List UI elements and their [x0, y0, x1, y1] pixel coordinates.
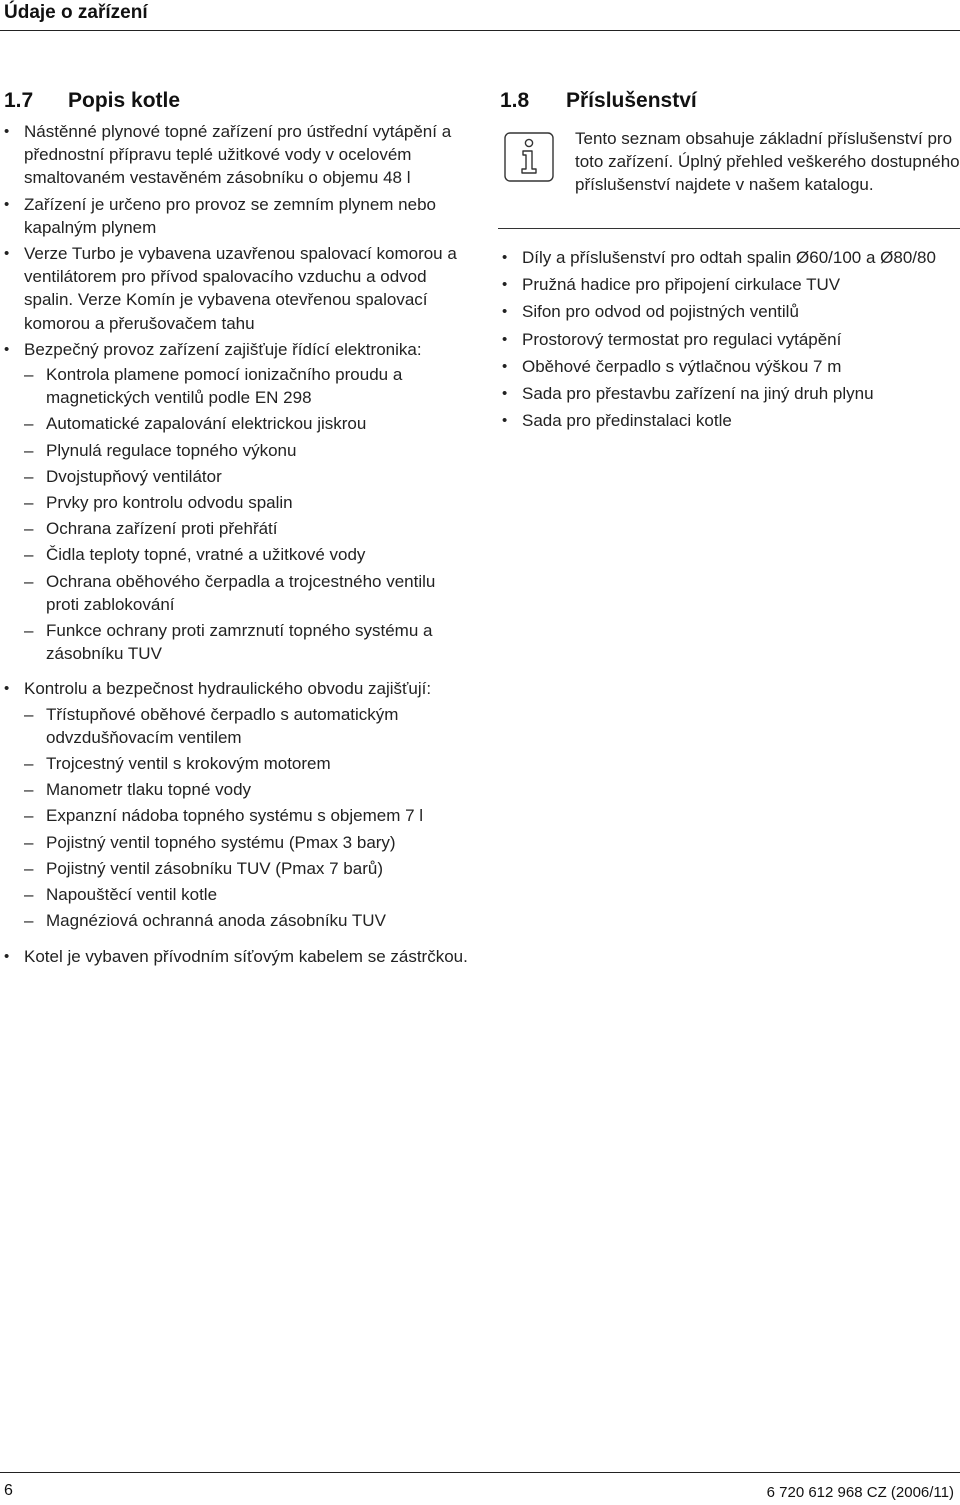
sublist-item: – Expanzní nádoba topného systému s objemem 7 l — [24, 804, 468, 827]
list-item: • Oběhové čerpadlo s výtlačnou výškou 7 m — [498, 355, 960, 378]
electronics-sublist — [24, 363, 468, 665]
sublist-item: – Pojistný ventil topného systému (Pmax 3 bary) — [24, 831, 468, 854]
list-item: • Kotel je vybaven přívodním síťovým kabelem se zástrčkou. — [0, 945, 468, 968]
info-icon — [504, 132, 554, 182]
sublist-item: – Pojistný ventil zásobníku TUV (Pmax 7 barů) — [24, 857, 468, 880]
list-item: • Prostorový termostat pro regulaci vytápění — [498, 328, 960, 351]
info-note-text: Tento seznam obsahuje základní příslušenství pro toto zařízení. Úplný přehled veškerého dostupného příslušenství najdete v našem katalogu. — [575, 129, 960, 194]
list-item: • Sada pro předinstalaci kotle — [498, 409, 960, 432]
list-item: • Díly a příslušenství pro odtah spalin Ø60/100 a Ø80/80 — [498, 246, 960, 269]
sublist-item: – Ochrana zařízení proti přehřátí — [24, 517, 468, 540]
section-title: Popis kotle — [68, 89, 181, 112]
section-number: 1.8 — [500, 89, 530, 112]
sublist-item: – Kontrola plamene pomocí ionizačního proudu a magnetických ventilů podle EN 298 — [24, 363, 468, 409]
sublist-item: – Trojcestný ventil s krokovým motorem — [24, 752, 468, 775]
list-item-electronics — [0, 338, 468, 666]
list-item: • Zařízení je určeno pro provoz se zemním plynem nebo kapalným plynem — [0, 193, 468, 239]
hydraulics-sublist — [24, 703, 468, 933]
sublist-item: – Magnéziová ochranná anoda zásobníku TUV — [24, 909, 468, 932]
sublist-item: – Prvky pro kontrolu odvodu spalin — [24, 491, 468, 514]
section-number: 1.7 — [4, 89, 34, 112]
sublist-item: – Manometr tlaku topné vody — [24, 778, 468, 801]
description-list — [0, 120, 468, 968]
section-heading — [0, 86, 468, 116]
section-title: Příslušenství — [566, 89, 697, 112]
list-item: • Verze Turbo je vybavena uzavřenou spalovací komorou a ventilátorem pro přívod spalovacího vzduchu a odvod spalin. Verze Komín je vybavena otevřenou spalovací komorou a přerušovačem tahu — [0, 242, 468, 335]
document-code: 6 720 612 968 CZ (2006/11) — [766, 1484, 954, 1501]
section-heading — [498, 86, 960, 116]
footer-rule — [0, 1472, 960, 1473]
list-item: • Pružná hadice pro připojení cirkulace TUV — [498, 273, 960, 296]
list-item-intro: Bezpečný provoz zařízení zajišťuje řídící elektronika: — [24, 339, 422, 359]
info-note-rule — [498, 228, 960, 229]
sublist-item: – Čidla teploty topné, vratné a užitkové vody — [24, 543, 468, 566]
page-number: 6 — [4, 1482, 13, 1499]
sublist-item: – Plynulá regulace topného výkonu — [24, 439, 468, 462]
accessories-list — [498, 246, 960, 432]
list-item: • Sada pro přestavbu zařízení na jiný druh plynu — [498, 382, 960, 405]
list-item-hydraulics — [0, 677, 468, 932]
info-note — [498, 120, 960, 232]
sublist-item: – Automatické zapalování elektrickou jiskrou — [24, 412, 468, 435]
section-description — [0, 86, 468, 971]
sublist-item: – Napouštěcí ventil kotle — [24, 883, 468, 906]
section-accessories — [498, 86, 960, 436]
sublist-item: – Dvojstupňový ventilátor — [24, 465, 468, 488]
page-header-title: Údaje o zařízení — [4, 2, 148, 23]
sublist-item: – Ochrana oběhového čerpadla a trojcestného ventilu proti zablokování — [24, 570, 468, 616]
sublist-item: – Funkce ochrany proti zamrznutí topného systému a zásobníku TUV — [24, 619, 468, 665]
header-rule — [0, 30, 960, 31]
list-item: • Sifon pro odvod od pojistných ventilů — [498, 300, 960, 323]
sublist-item: – Třístupňové oběhové čerpadlo s automatickým odvzdušňovacím ventilem — [24, 703, 468, 749]
list-item: • Nástěnné plynové topné zařízení pro ústřední vytápění a přednostní přípravu teplé užitkové vody v ocelovém smaltovaném vestavěném zásobníku o objemu 48 l — [0, 120, 468, 190]
list-item-intro: Kontrolu a bezpečnost hydraulického obvodu zajišťují: — [24, 679, 432, 699]
